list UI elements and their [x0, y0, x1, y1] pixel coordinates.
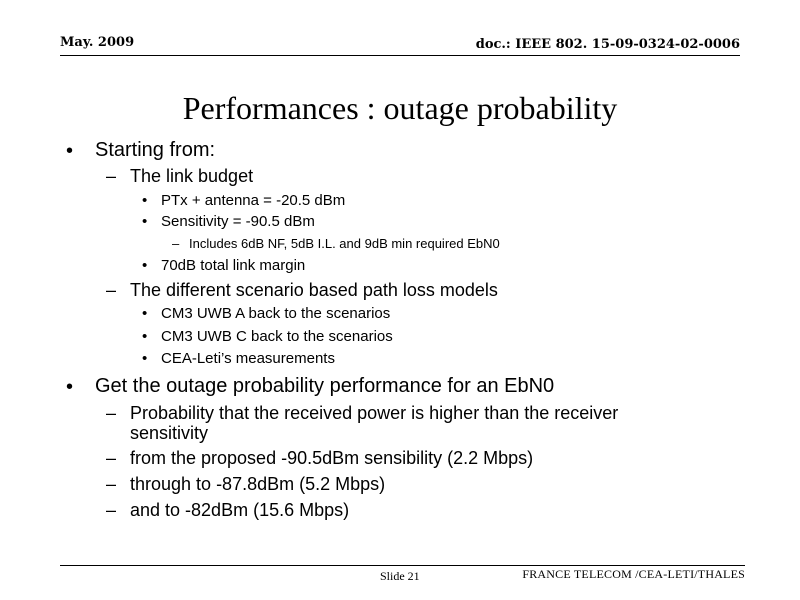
subitem-through-to: through to -87.8dBm (5.2 Mbps): [130, 474, 386, 494]
bullet-marker: •: [142, 328, 148, 345]
subitem-path-loss-models: The different scenario based path loss models: [130, 280, 498, 300]
subitem-link-budget: The link budget: [130, 166, 254, 186]
bullet-marker: •: [142, 305, 148, 322]
subitem-proposed-sensibility: from the proposed -90.5dBm sensibility (2.2 Mbps): [130, 448, 534, 468]
header-doc-id: doc.: IEEE 802. 15-09-0324-02-0006: [475, 37, 740, 52]
subitem-probability-received-power: Probability that the received power is higher than the receiver sensitivity: [130, 403, 619, 443]
bullet-get-outage: Get the outage probability performance for an EbN0: [95, 375, 555, 397]
footer-organizations: FRANCE TELECOM /CEA-LETI/THALES: [522, 567, 745, 581]
dash-marker: –: [106, 166, 117, 186]
header-date: May. 2009: [60, 35, 135, 50]
dash-marker: –: [106, 500, 117, 520]
item-includes-nf: Includes 6dB NF, 5dB I.L. and 9dB min required EbN0: [189, 236, 500, 251]
dash-marker: –: [106, 448, 117, 468]
item-ptx-antenna: PTx + antenna = -20.5 dBm: [161, 192, 346, 209]
bullet-starting-from: Starting from:: [95, 139, 216, 161]
bullet-marker: •: [142, 213, 148, 230]
dash-marker: –: [106, 474, 117, 494]
item-cm3-uwb-c: CM3 UWB C back to the scenarios: [161, 328, 393, 345]
bullet-marker: •: [142, 350, 148, 367]
bullet-marker: •: [142, 192, 148, 209]
slide-number: Slide 21: [380, 569, 420, 583]
bullet-marker: •: [66, 140, 74, 162]
slide-title: Performances : outage probability: [182, 90, 618, 126]
item-total-link-margin: 70dB total link margin: [161, 257, 306, 274]
subitem-and-to: and to -82dBm (15.6 Mbps): [130, 500, 350, 520]
item-sensitivity: Sensitivity = -90.5 dBm: [161, 213, 315, 230]
bullet-marker: •: [66, 376, 74, 398]
dash-marker: –: [172, 236, 180, 251]
header-divider: [60, 55, 740, 56]
item-cm3-uwb-a: CM3 UWB A back to the scenarios: [161, 305, 391, 322]
bullet-marker: •: [142, 257, 148, 274]
dash-marker: –: [106, 403, 117, 423]
dash-marker: –: [106, 280, 117, 300]
footer-divider: [60, 565, 745, 566]
item-cea-leti-measurements: CEA-Leti’s measurements: [161, 350, 335, 367]
